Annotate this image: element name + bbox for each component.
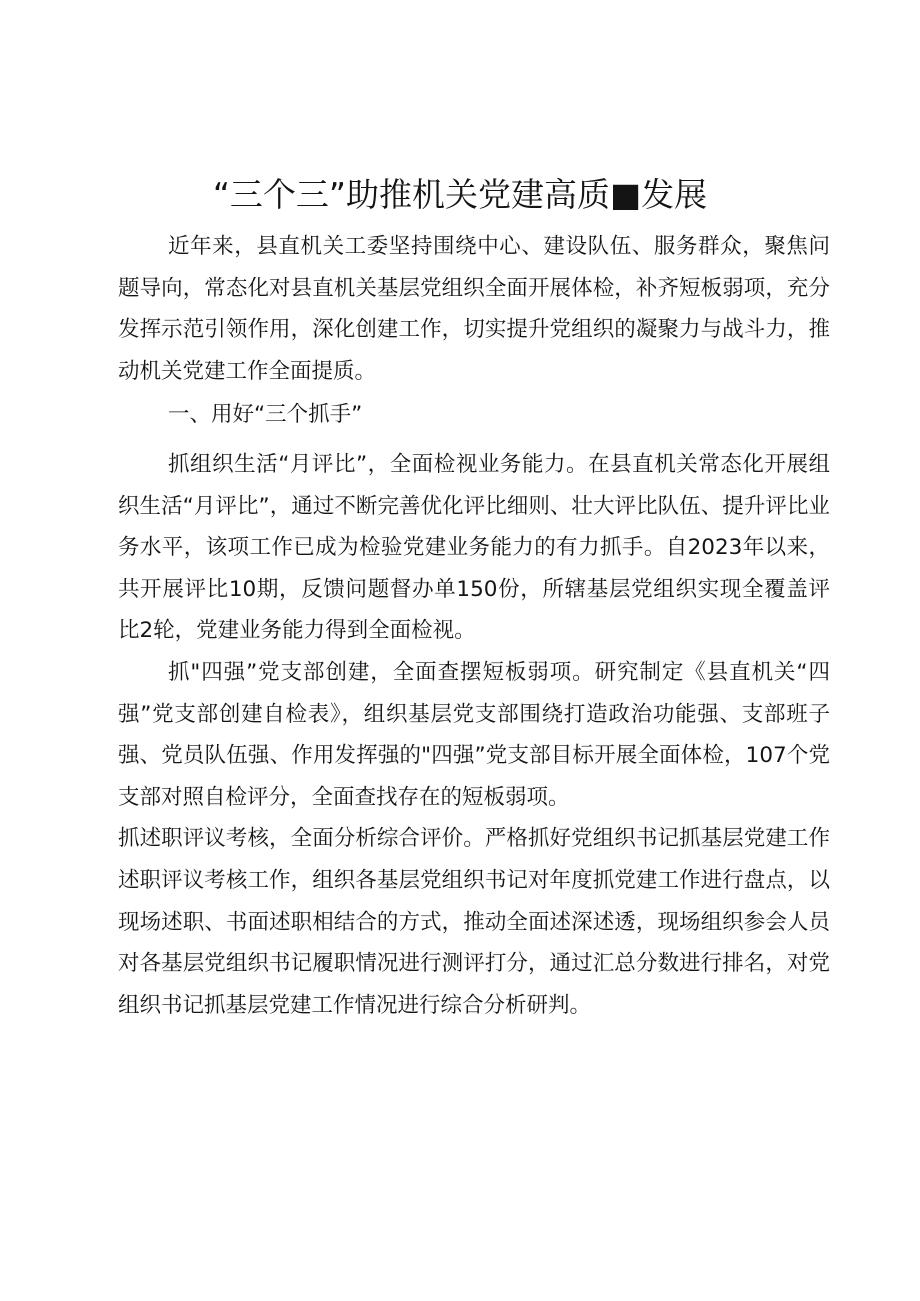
- paragraph-duty-report-review: 抓述职评议考核，全面分析综合评价。严格抓好党组织书记抓基层党建工作述职评议考核工作，组织各基层党组织书记对年度抓党建工作进行盘点，以现场述职、书面述职相结合的方式，推动全面述深述透，现场组织参会人员对各基层党组织书记履职情况进行测评打分，通过汇总分数进行排名，对党组织书记抓基层党建工作情况进行综合分析研判。: [118, 826, 830, 1018]
- document-title: “三个三”助推机关党建高质■发展: [212, 175, 708, 214]
- section-heading-1: 一、用好“三个抓手”: [168, 402, 363, 428]
- paragraph-four-strong-branch: 抓"四强”党支部创建，全面查摆短板弱项。研究制定《县直机关“四强”党支部创建自检表》，组织基层党支部围绕打造政治功能强、支部班子强、党员队伍强、作用发挥强的"四强”党支部目标开展全面体检，107个党支部对照自检评分，全面查找存在的短板弱项。: [118, 659, 830, 810]
- document-body: [118, 226, 830, 1026]
- paragraph-monthly-review: 抓组织生活“月评比”，全面检视业务能力。在县直机关常态化开展组织生活“月评比”，通过不断完善优化评比细则、壮大评比队伍、提升评比业务水平，该项工作已成为检验党建业务能力的有力抓手。自2023年以来，共开展评比10期，反馈问题督办单150份，所辖基层党组织实现全覆盖评比2轮，党建业务能力得到全面检视。: [118, 451, 830, 644]
- intro-paragraph: 近年来，县直机关工委坚持围绕中心、建设队伍、服务群众，聚焦问题导向，常态化对县直机关基层党组织全面开展体检，补齐短板弱项，充分发挥示范引领作用，深化创建工作，切实提升党组织的凝聚力与战斗力，推动机关党建工作全面提质。: [118, 234, 830, 384]
